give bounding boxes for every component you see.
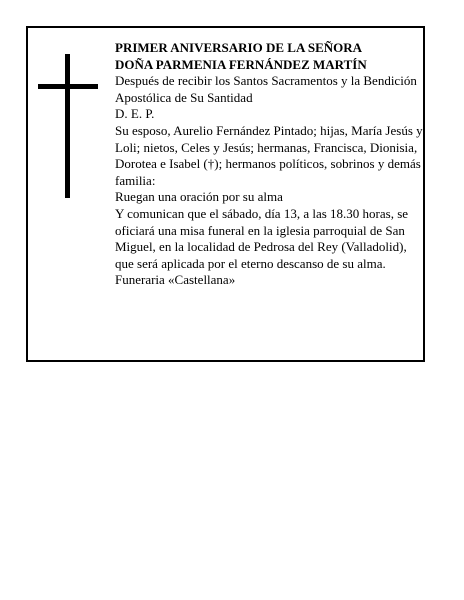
prayer-request-text: Ruegan una oración por su alma bbox=[115, 189, 283, 205]
funeral-home-text: Funeraria «Castellana» bbox=[115, 272, 236, 288]
rip-text: D. E. P. bbox=[115, 106, 155, 122]
cross-vertical-bar bbox=[65, 54, 70, 198]
obituary-notice bbox=[26, 26, 425, 362]
sacraments-text: Después de recibir los Santos Sacramentos y la Bendición Apostólica de Su Santidad bbox=[115, 73, 417, 105]
cross-horizontal-bar bbox=[38, 84, 98, 89]
notice-text bbox=[115, 40, 423, 289]
notice-title-line-2: DOÑA PARMENIA FERNÁNDEZ MARTÍN bbox=[115, 56, 367, 72]
notice-title-line-1: PRIMER ANIVERSARIO DE LA SEÑORA bbox=[115, 40, 363, 55]
family-text: Su esposo, Aurelio Fernández Pintado; hijas, María Jesús y Loli; nietos, Celes y Jesús; hermanas, Francisca, Dionisia, Dorotea e Isabel (†); hermanos políticos, sobrinos y demás familia: bbox=[115, 122, 423, 188]
mass-announcement-text: Y comunican que el sábado, día 13, a las 18.30 horas, se oficiará una misa funeral en la iglesia parroquial de San Miguel, en la localidad de Pedrosa del Rey (Valladolid), que será aplicada por el eterno descanso de su alma. bbox=[115, 205, 409, 271]
cross-icon bbox=[38, 54, 98, 198]
